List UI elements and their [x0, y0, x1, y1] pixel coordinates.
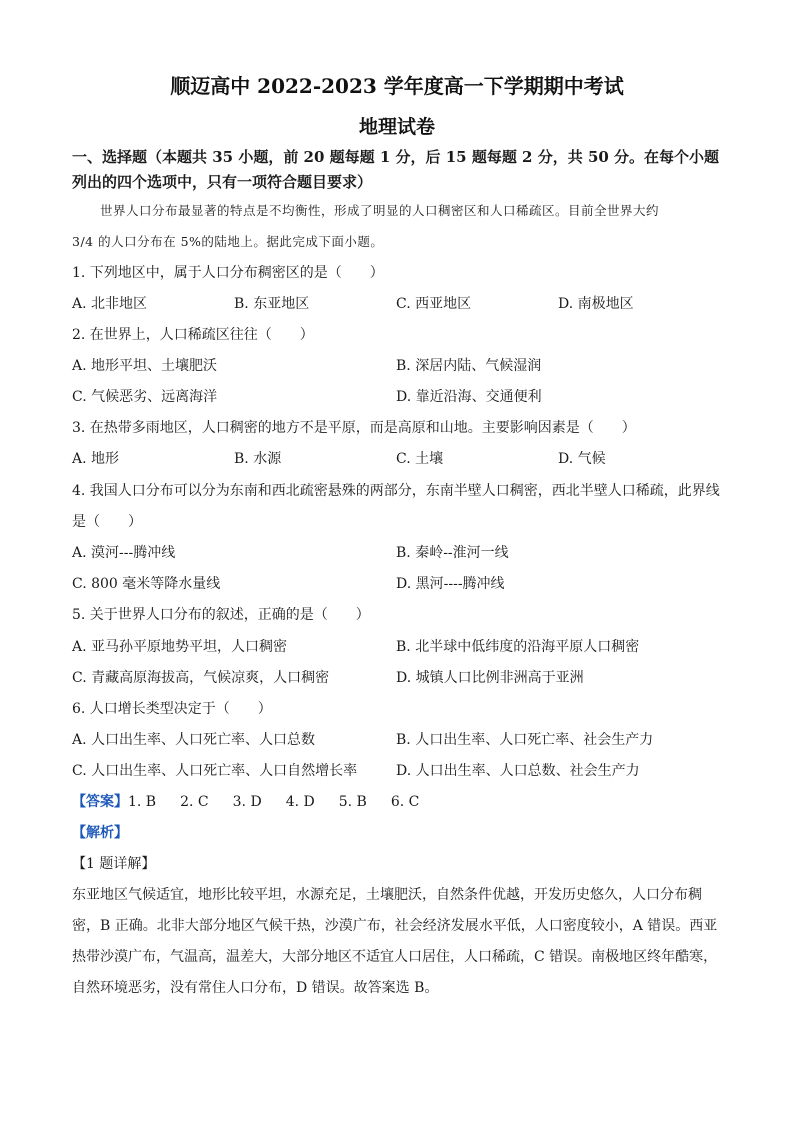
exam-title: 顺迈高中 2022-2023 学年度高一下学期期中考试	[170, 74, 624, 98]
question-6-stem: 6. 人口增长类型决定于（ ）	[72, 701, 272, 717]
question-1-option-d[interactable]: D. 南极地区	[558, 296, 634, 312]
answer-row	[72, 792, 419, 812]
question-5-option-c[interactable]: C. 青藏高原海拔高，气候凉爽，人口稠密	[72, 670, 330, 686]
question-3-option-d[interactable]: D. 气候	[558, 451, 606, 467]
question-1-option-b[interactable]: B. 东亚地区	[234, 296, 310, 312]
question-6-option-d[interactable]: D. 人口出生率、人口总数、社会生产力	[396, 763, 640, 779]
question-2-option-a[interactable]: A. 地形平坦、土壤肥沃	[72, 358, 218, 374]
passage-line2: 3/4 的人口分布在 5%的陆地上。据此完成下面小题。	[72, 234, 384, 249]
answer-6: 6. C	[390, 794, 420, 810]
question-2-option-d[interactable]: D. 靠近沿海、交通便利	[396, 389, 542, 405]
question-5-stem: 5. 关于世界人口分布的叙述，正确的是（ ）	[72, 607, 370, 623]
question-4-stem: 4. 我国人口分布可以分为东南和西北疏密悬殊的两部分，东南半壁人口稠密，西北半壁人口稀疏，此界线	[72, 483, 720, 499]
question-3-option-c[interactable]: C. 土壤	[396, 451, 444, 467]
passage-line1: 世界人口分布最显著的特点是不均衡性，形成了明显的人口稠密区和人口稀疏区。目前全世界大约	[100, 203, 660, 218]
question-1-stem: 1. 下列地区中，属于人口分布稠密区的是（ ）	[72, 265, 384, 281]
answer-3: 3. D	[232, 794, 262, 810]
question-6-option-a[interactable]: A. 人口出生率、人口死亡率、人口总数	[72, 732, 316, 748]
question-3-option-a[interactable]: A. 地形	[72, 451, 120, 467]
detail-label: 【1 题详解】	[72, 856, 156, 872]
answer-1: 1. B	[128, 794, 157, 810]
question-6-option-c[interactable]: C. 人口出生率、人口死亡率、人口自然增长率	[72, 763, 358, 779]
explanation-line-1: 东亚地区气候适宜，地形比较平坦，水源充足，土壤肥沃，自然条件优越，开发历史悠久，人口分布稠	[72, 887, 702, 903]
answer-4: 4. D	[285, 794, 315, 810]
question-4-option-a[interactable]: A. 漠河---腾冲线	[72, 545, 176, 561]
question-2-option-b[interactable]: B. 深居内陆、气候湿润	[396, 358, 542, 374]
question-4-stem-continued: 是（ ）	[72, 514, 142, 530]
question-5-option-d[interactable]: D. 城镇人口比例非洲高于亚洲	[396, 670, 584, 686]
question-1-option-c[interactable]: C. 西亚地区	[396, 296, 472, 312]
answer-5: 5. B	[338, 794, 367, 810]
question-3-option-b[interactable]: B. 水源	[234, 451, 282, 467]
question-5-option-b[interactable]: B. 北半球中低纬度的沿海平原人口稠密	[396, 639, 640, 655]
question-1-option-a[interactable]: A. 北非地区	[72, 296, 148, 312]
question-5-option-a[interactable]: A. 亚马孙平原地势平坦，人口稠密	[72, 639, 288, 655]
question-2-stem: 2. 在世界上，人口稀疏区往往（ ）	[72, 327, 314, 343]
question-4-option-c[interactable]: C. 800 毫米等降水量线	[72, 576, 221, 592]
answer-2: 2. C	[180, 794, 209, 810]
explanation-line-3: 热带沙漠广布，气温高，温差大，大部分地区不适宜人口居住，人口稀疏，C 错误。南极地区终年酷寒，	[72, 949, 718, 965]
question-2-option-c[interactable]: C. 气候恶劣、远离海洋	[72, 389, 218, 405]
exam-subtitle: 地理试卷	[358, 116, 435, 138]
question-4-option-d[interactable]: D. 黑河----腾冲线	[396, 576, 505, 592]
section-instructions-line2: 列出的四个选项中，只有一项符合题目要求）	[72, 173, 373, 191]
question-4-option-b[interactable]: B. 秦岭--淮河一线	[396, 545, 509, 561]
analysis-label: 【解析】	[72, 825, 128, 841]
question-6-option-b[interactable]: B. 人口出生率、人口死亡率、社会生产力	[396, 732, 654, 748]
explanation-line-4: 自然环境恶劣，没有常住人口分布，D 错误。故答案选 B。	[72, 980, 439, 996]
answer-label: 【答案】	[72, 794, 128, 810]
section-instructions-line1: 一、选择题（本题共 35 小题，前 20 题每题 1 分，后 15 题每题 2 分，共 50 分。在每个小题	[72, 148, 720, 166]
explanation-line-2: 密，B 正确。北非大部分地区气候干热，沙漠广布，社会经济发展水平低，人口密度较小，A 错误。西亚	[72, 918, 718, 934]
question-3-stem: 3. 在热带多雨地区，人口稠密的地方不是平原，而是高原和山地。主要影响因素是（ ）	[72, 420, 636, 436]
